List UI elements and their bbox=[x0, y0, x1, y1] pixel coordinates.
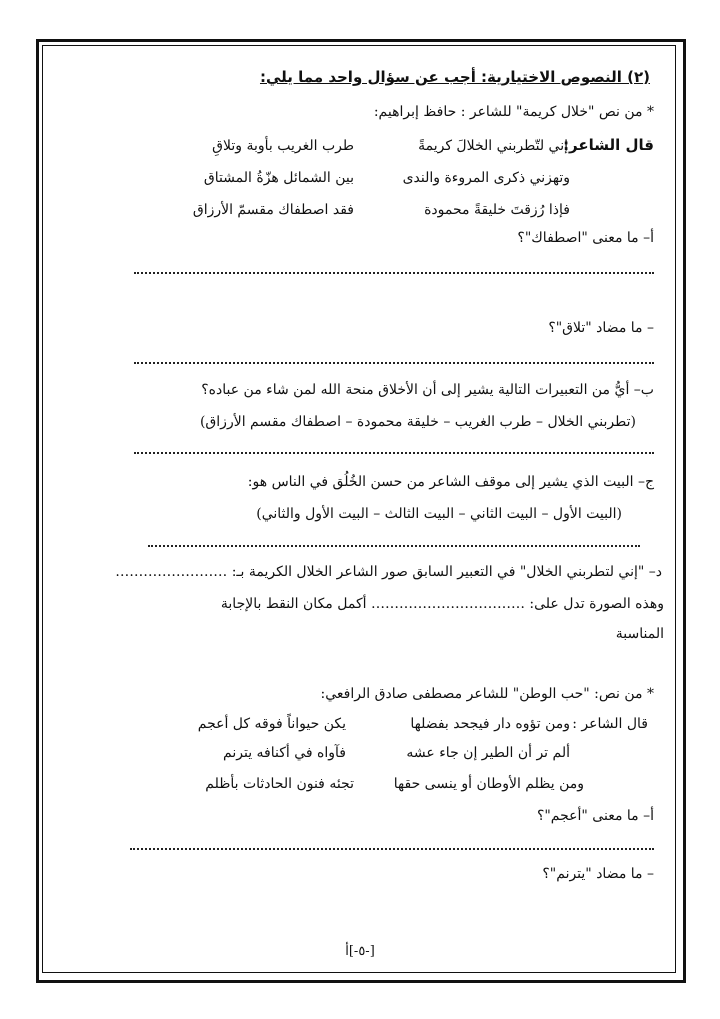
text1-question-c-options: (البيت الأول – البيت الثاني – البيت الثالث – البيت الأول والثاني) bbox=[256, 506, 622, 522]
text1-verse3-second: فقد اصطفاك مقسمّ الأرزاق bbox=[192, 202, 354, 218]
text2-verse2-first: ألم تر أن الطير إن جاء عشه bbox=[406, 745, 570, 761]
section-title: (٢) النصوص الاختيارية: أجب عن سؤال واحد مما يلي: bbox=[259, 68, 650, 86]
text1-question-opposite: – ما مضاد "تلاق"؟ bbox=[548, 320, 654, 336]
text1-verse1-first: إني لتّطربني الخلالَ كريمةً bbox=[418, 138, 568, 154]
text1-question-meaning: أ– ما معنى "اصطفاك"؟ bbox=[517, 230, 654, 246]
text1-verse2-second: بين الشمائل هزّةُ المشتاق bbox=[203, 170, 354, 186]
answer-line bbox=[134, 272, 654, 274]
text1-question-d-line2: وهذه الصورة تدل على: …………………………… أكمل مكان النقط بالإجابة bbox=[220, 596, 664, 612]
text1-question-c: ج– البيت الذي يشير إلى موقف الشاعر من حسن الخُلُق في الناس هو: bbox=[247, 474, 654, 490]
text2-intro: * من نص: "حب الوطن" للشاعر مصطفى صادق الرافعي: bbox=[320, 686, 654, 702]
answer-line bbox=[148, 545, 640, 547]
text2-verse3-second: تجئه فنون الحادثات بأظلم bbox=[205, 776, 354, 792]
text2-question-opposite: – ما مضاد "يترنم"؟ bbox=[542, 866, 654, 882]
answer-line bbox=[130, 848, 654, 850]
text1-intro: * من نص "خلال كريمة" للشاعر : حافظ إبراهيم: bbox=[373, 104, 654, 120]
text1-question-b: ب– أيُّ من التعبيرات التالية يشير إلى أن الأخلاق منحة الله لمن شاء من عباده؟ bbox=[201, 382, 654, 398]
text2-poet-label: قال الشاعر : bbox=[572, 716, 648, 732]
answer-line bbox=[134, 362, 654, 364]
text2-verse1-first: ومن تؤوه دار فيجحد بفضلها bbox=[410, 716, 570, 732]
text2-question-meaning: أ– ما معنى "أعجم"؟ bbox=[536, 808, 654, 824]
text2-verse3-first: ومن يظلم الأوطان أو ينسى حقها bbox=[393, 776, 584, 792]
text2-verse2-second: فآواه في أكنافه يترنم bbox=[223, 745, 346, 761]
text1-question-b-options: (تطربني الخلال – طرب الغريب – خليقة محمودة – اصطفاك مقسم الأرزاق) bbox=[199, 414, 636, 430]
text1-question-d-line1: د– "إني لتطربني الخلال" في التعبير السابق صور الشاعر الخلال الكريمة بـ: …………………… bbox=[115, 564, 662, 580]
text1-verse1-second: طرب الغريب بأوبة وتلاقِ bbox=[212, 138, 354, 154]
text1-verse2-first: وتهزني ذكرى المروءة والندى bbox=[402, 170, 570, 186]
answer-line bbox=[134, 452, 654, 454]
page-number: [-٥-]أ bbox=[345, 944, 375, 959]
text1-question-d-line3: المناسبة bbox=[615, 626, 664, 642]
text1-poet-label: قال الشاعر: bbox=[563, 136, 654, 154]
text2-verse1-second: يكن حيواناً فوقه كل أعجم bbox=[197, 716, 346, 732]
text1-verse3-first: فإذا رُزقتَ خليقةً محمودة bbox=[424, 202, 570, 218]
